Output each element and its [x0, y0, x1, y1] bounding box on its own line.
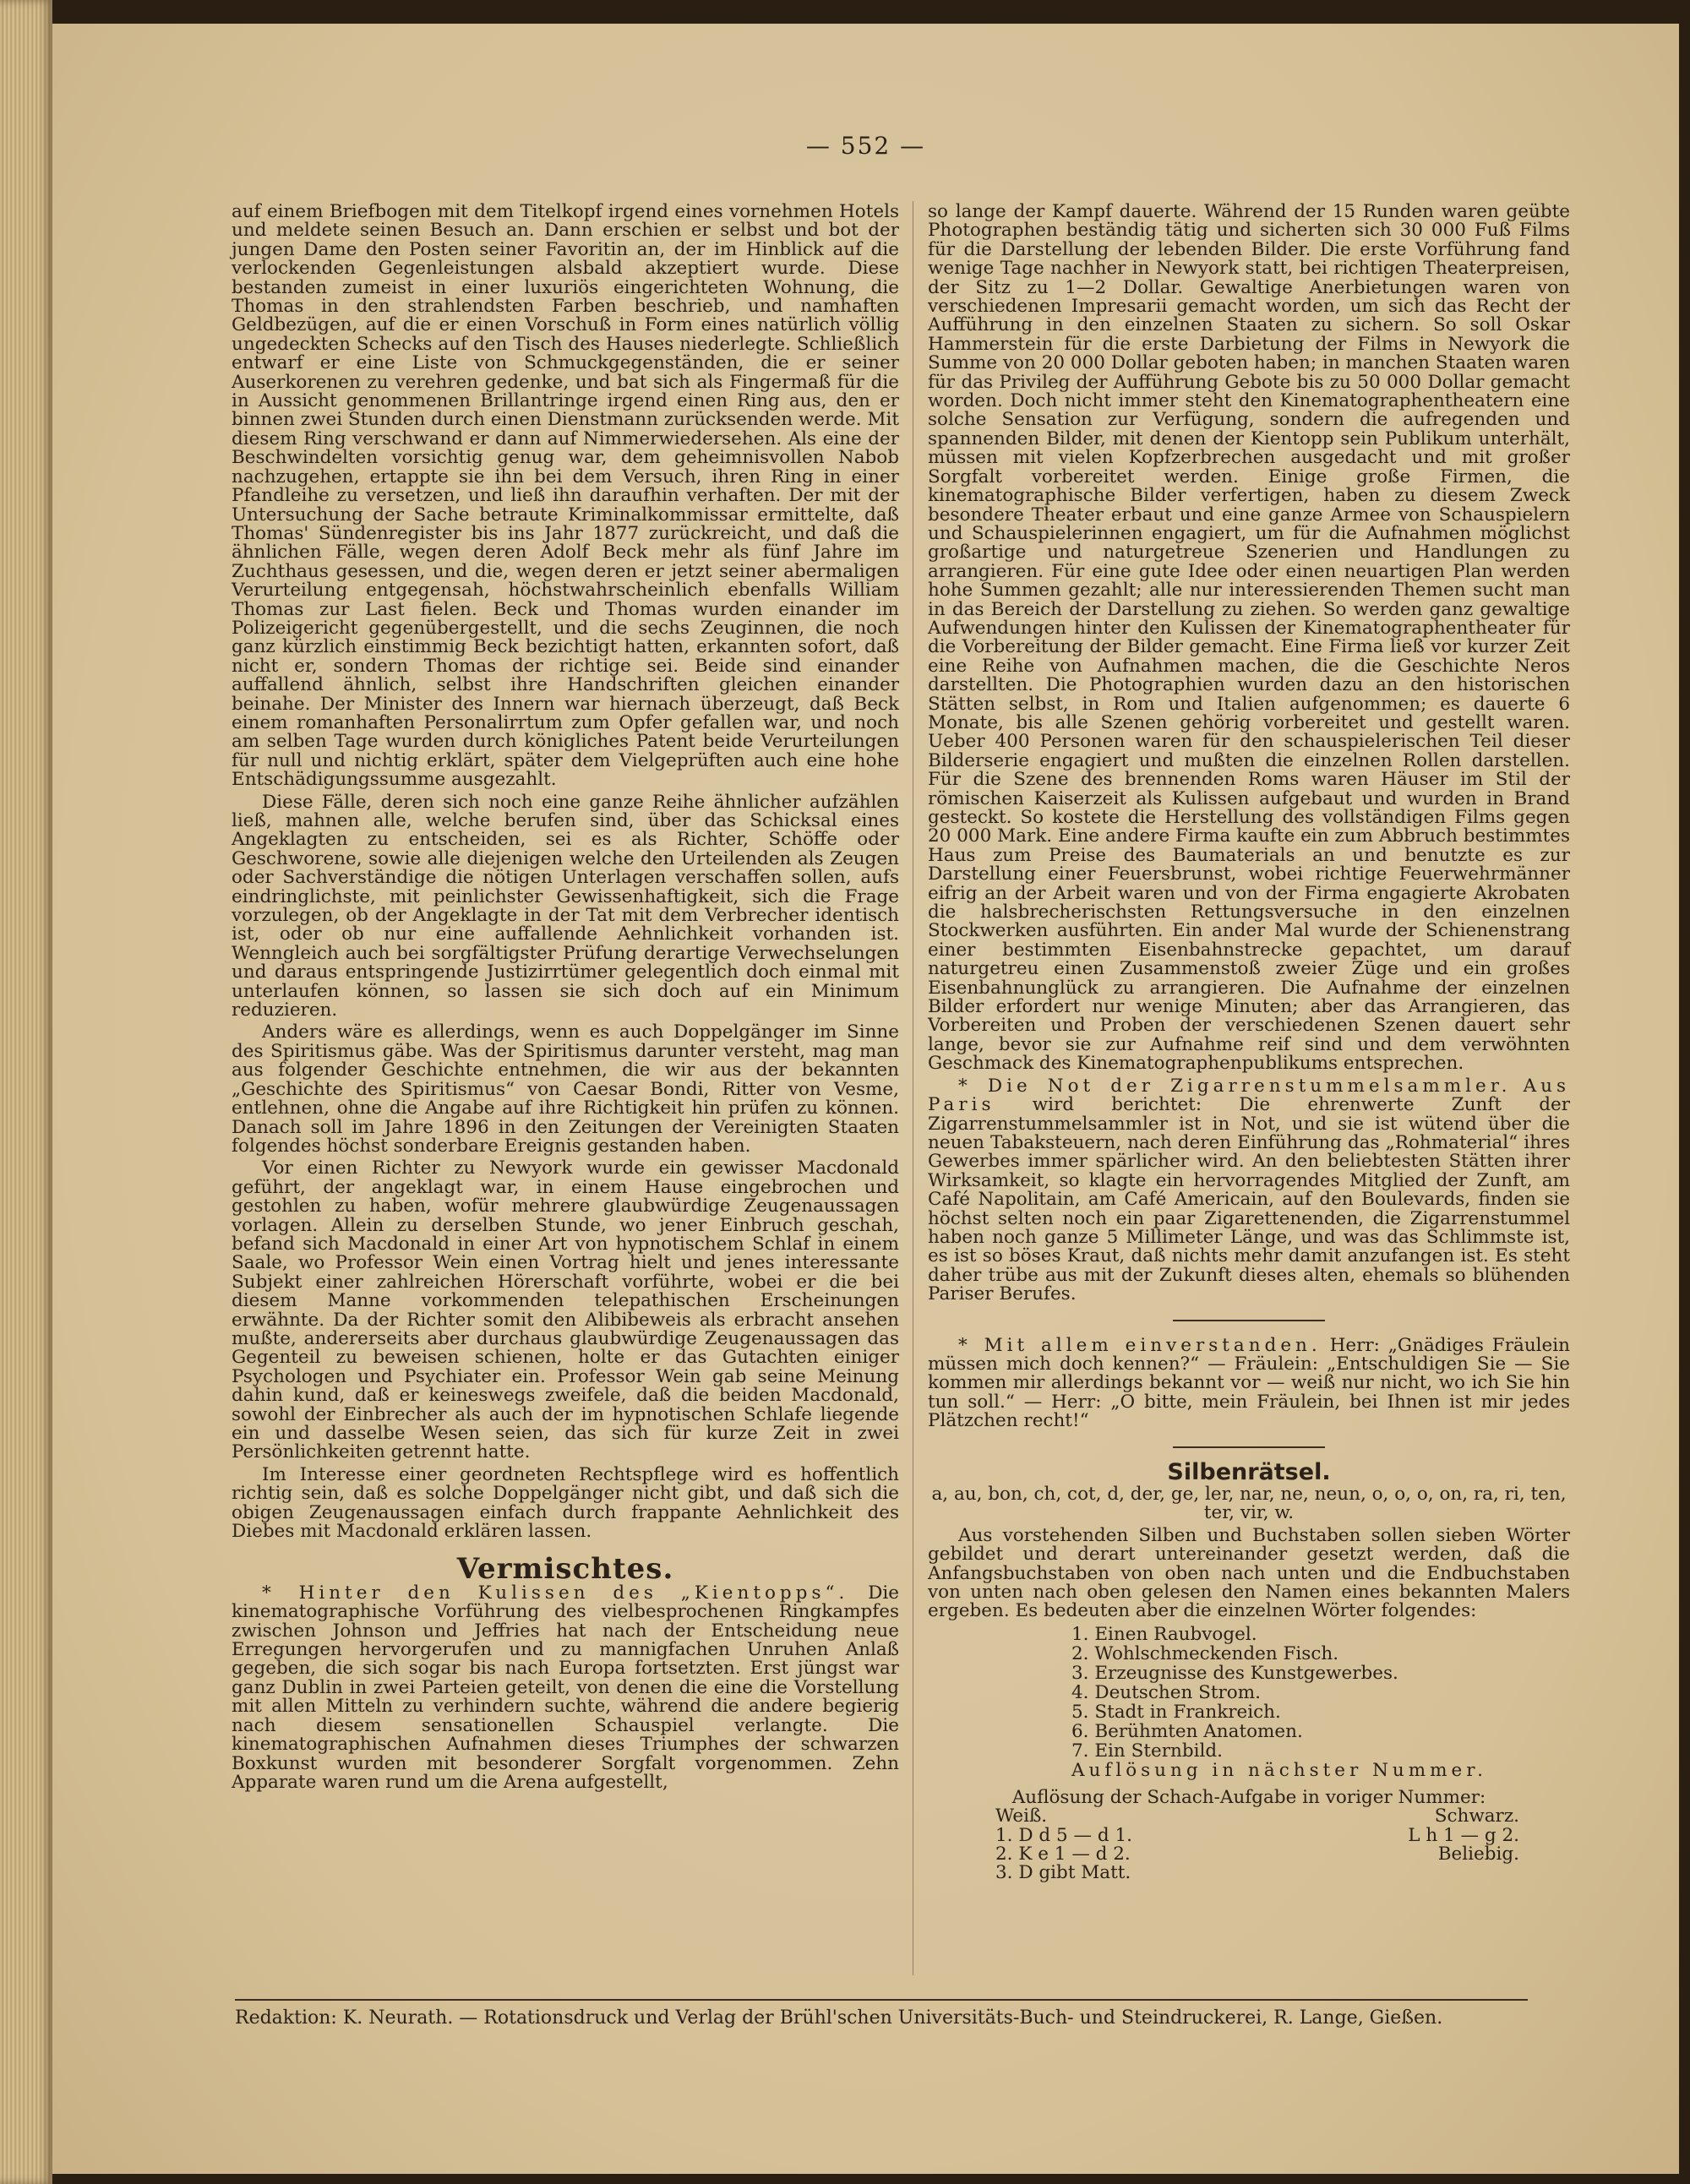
chess-final	[928, 1864, 1570, 1882]
chess-solution	[928, 1786, 1570, 1884]
paragraph: Im Interesse einer geordneten Rechtspflege wird es hoffentlich richtig sein, daß es solche Doppelgänger nicht gibt, und daß sich die obigen Zeugenaussagen einfach durch frappante Aehnlichkeit des Diebes mit Macdonald erklären lassen.	[232, 1463, 899, 1543]
article-lead: * Hinter den Kulissen des „Kientopps“.	[262, 1582, 849, 1604]
chess-title: Auflösung der Schach-Aufgabe in voriger Nummer:	[1011, 1786, 1486, 1808]
article-continuation: so lange der Kampf dauerte. Während der 15 Runden waren geübte Photographen beständig tätig und sicherten sich 30 000 Fuß Films für die Darstellung der lebenden Bilder. Die erste Vorführung fand wenige Tage nachher in Newyork statt, bei richtigen Theaterpreisen, der Sitz zu 1—2 Dollar. Gewaltige Anerbietungen waren von verschiedenen Impresarii gemacht worden, um sich das Recht der Aufführung in den einzelnen Staaten zu sichern. So soll Oskar Hammerstein für die erste Darbietung der Films in Newyork die Summe von 20 000 Dollar geboten haben; in manchen Staaten waren für das Privileg der Aufführung Gebote bis zu 50 000 Dollar gemacht worden. Doch nicht immer steht den Kinematographentheatern eine solche Sensation zur Verfügung, sondern die aufregenden und spannenden Bilder, mit denen der Kientopp sein Publikum unterhält, müssen mit vielen Kopfzerbrechen ausgedacht und mit großer Sorgfalt vorbereitet werden. Einige große Firmen, die kinematographische Bilder verfertigen, haben zu diesem Zweck besondere Theater erbaut und eine ganze Armee von Schauspielern und Schauspielerinnen engagiert, um für die Aufnahmen möglichst großartige und naturgetreue Szenerien und Handlungen zu arrangieren. Für eine gute Idee oder einen neuartigen Plan werden hohe Summen gezahlt; alle nur interessierenden Themen sucht man in das Bereich der Darstellung zu ziehen. So werden ganz gewaltige Aufwendungen hinter den Kulissen der Kinematographentheater für die Vorbereitung der Bilder gemacht. Eine Firma ließ vor kurzer Zeit eine Reihe von Aufnahmen machen, die die Geschichte Neros darstellten. Die Photographien wurden dazu an den historischen Stätten selbst, in Rom und Italien aufgenommen; es dauerte 6 Monate, bis alle Szenen gehörig vorbereitet und gestellt waren. Ueber 400 Personen waren für den schauspielerischen Teil dieser Bilderserie engagiert und mußten die einzelnen Rollen darstellen. Für die Szene des brennenden Roms waren Häuser im Stil der römischen Kaiserzeit als Kulissen aufgebaut und wurden in Brand gesteckt. So kostete die Herstellung des vollständigen Films gegen 20 000 Mark. Eine andere Firma kaufte ein zum Abbruch bestimmtes Haus zum Preise des Baumaterials an und benutzte es zur Darstellung einer Feuersbrunst, wobei richtige Feuerwehrmänner eifrig an der Arbeit waren und von der Firma engagierte Akrobaten die halsbrecherischsten Rettungsversuche in den einzelnen Stockwerken ausführten. Ein ander Mal wurde der Schienenstrang einer bestimmten Eisenbahnstrecke gepachtet, um darauf naturgetreu einen Zusammenstoß zweier Züge und ein großes Eisenbahnunglück zu arrangieren. Die Aufnahme der einzelnen Bilder erfordert nur wenige Minuten; aber das Arrangieren, das Vorbereiten und Proben der verschiedenen Szenen dauert sehr lange, bevor sie zur Aufnahme reif sind und dem verwöhnten Geschmack des Kinematographenpublikums entsprechen.	[928, 201, 1570, 1075]
article-body: wird berichtet: Die ehrenwerte Zunft der Zigarrenstummelsammler ist in Not, und sie ist wütend über die neuen Tabaksteuern, nach deren Einführung das „Rohmaterial“ ihres Gewerbes immer spärlicher wird. An den beliebtesten Stätten ihrer Wirksamkeit, so klagte ein hervorragendes Mitglied der Zunft, am Café Napolitain, am Café Americain, auf den Boulevards, finden sie höchst selten noch ein paar Zigarettenenden, die Zigarrenstummel haben noch ganze 5 Millimeter Länge, und was das Schlimmste ist, es ist so böses Kraut, daß nichts mehr damit anzufangen ist. Es steht daher trübe aus mit der Zukunft dieses alten, ehemals so blühenden Pariser Berufes.	[928, 1094, 1570, 1305]
riddle-item: 2. Wohlschmeckenden Fisch.	[1071, 1642, 1339, 1664]
chess-move	[928, 1845, 1570, 1864]
chess-white-move: 1. D d 5 — d 1.	[995, 1824, 1132, 1846]
riddle-item: 1. Einen Raubvogel.	[1071, 1623, 1257, 1645]
chess-black-move: Beliebig.	[1437, 1844, 1519, 1865]
riddle-item: 5. Stadt in Frankreich.	[1071, 1701, 1281, 1723]
paragraph: Vor einen Richter zu Newyork wurde ein gewisser Macdonald geführt, der angeklagt war, in einem Hause eingebrochen und gestohlen zu haben, wofür mehrere glaubwürdige Zeugenaussagen vorlagen. Allein zu derselben Stunde, wo jener Einbruch geschah, befand sich Macdonald in einer Art von hypnotischem Schlaf in einem Saale, wo Professor Wein einen Vortrag hielt und jenes interessante Subjekt einer zahlreichen Hörerschaft vorführte, wobei er die bei diesem Manne vorkommenden telepathischen Erscheinungen erwähnte. Da der Richter somit den Alibibeweis als erbracht ansehen mußte, andererseits aber durchaus glaubwürdige Zeugenaussagen das Gegenteil zu beweisen schienen, holte er das Gutachten einiger Psychologen und Psychiater ein. Professor Wein gab seine Meinung dahin kund, daß er keineswegs zweifele, daß die beiden Macdonald, sowohl der Einbrecher als auch der im hypnotischen Schlafe liegende ein und dasselbe Wesen seien, das sich für kurze Zeit in zwei Persönlichkeiten getrennt hatte.	[232, 1157, 899, 1463]
riddle-syllables: a, au, bon, ch, cot, d, der, ge, ler, nar, ne, neun, o, o, o, on, ra, ri, ten, ter, vir, w.	[931, 1484, 1567, 1524]
riddle-item: 3. Erzeugnisse des Kunstgewerbes.	[1071, 1662, 1398, 1684]
article-lead: * Die Not der Zigarrenstummelsammler.	[958, 1075, 1512, 1097]
article-body: Herr: „Gnädiges Fräulein müssen mich doch kennen?“ — Fräulein: „Entschuldigen Sie — Sie kommen mir allerdings bekannt vor — weiß nur nicht, wo ich Sie hin tun soll.“ — Herr: „O bitte, mein Fräulein, bei Ihnen ist mir jedes Plätzchen recht!“	[928, 1334, 1570, 1432]
paragraph: auf einem Briefbogen mit dem Titelkopf irgend eines vornehmen Hotels und meldete seinen Besuch an. Dann erschien er selbst und bot der jungen Dame den Posten seiner Favoritin an, der im Hinblick auf die verlockenden Gegenleistungen alsbald akzeptiert wurde. Diese bestanden zumeist in einer luxuriös eingerichteten Wohnung, die Thomas in den strahlendsten Farben beschrieb, und namhaften Geldbezügen, auf die er einen Vorschuß in Form eines natürlich völlig ungedeckten Schecks auf den Tisch des Hauses niederlegte. Schließlich entwarf er eine Liste von Schmuckgegenständen, die er seiner Auserkorenen zu verehren gedenke, und bat sich als Fingermaß für die in Aussicht genommenen Brillantringe irgend einen Ring aus, den er binnen zwei Stunden durch einen Dienstmann zurücksenden werde. Mit diesem Ring verschwand er dann auf Nimmerwiedersehen. Als eine der Beschwindelten vorsichtig genug war, dem geheimnisvollen Nabob nachzugehen, ertappte sie ihn bei dem Versuch, ihren Ring in einer Pfandleihe zu versetzen, und ließ ihn daraufhin verhaften. Der mit der Untersuchung der Sache betraute Kriminalkommissar ermittelte, daß Thomas' Sündenregister bis ins Jahr 1877 zurückreicht, und daß die ähnlichen Fälle, wegen deren Adolf Beck mehr als fünf Jahre im Zuchthaus gesessen, und die, wegen deren er jetzt seiner abermaligen Verurteilung entgegensah, höchstwahrscheinlich ebenfalls William Thomas zur Last fielen. Beck und Thomas wurden einander im Polizeigericht gegenübergestellt, und die sechs Zeuginnen, die noch ganz kürzlich einstimmig Beck bezichtigt hatten, erkannten sofort, daß nicht er, sondern Thomas der richtige sei. Beide sind einander auffallend ähnlich, selbst ihre Handschriften gleichen einander beinahe. Der Minister des Innern war hiernach überzeugt, daß Beck einem romanhaften Personalirrtum zum Opfer gefallen war, und noch am selben Tage wurden durch königliches Patent beide Verurteilungen für null und nichtig erklärt, später dem Vielgeprüften auch eine hohe Entschädigungssumme ausgezahlt.	[232, 201, 899, 791]
section-rule	[1173, 1446, 1325, 1448]
chess-final-move: 3. D gibt Matt.	[995, 1862, 1131, 1884]
chess-header	[928, 1807, 1570, 1826]
article-lead: * Mit allem einverstanden.	[958, 1334, 1322, 1356]
article-body: Die kinematographische Vorführung des vielbesprochenen Ringkampfes zwischen Johnson und Jeffries hat nach der Entscheidung neue Erregungen hervorgerufen und zu mannigfachen Unruhen Anlaß gegeben, die sich sogar bis nach Europa fortsetzten. Erst jüngst war ganz Dublin in zwei Parteien geteilt, von denen die eine die Vorstellung mit allen Mitteln zu verhindern suchte, während die andere begierig nach diesem sensationellen Schauspiel verlangte. Die kinematographischen Aufnahmen dieses Triumphes der schwarzen Boxkunst wurden mit besonderer Sorgfalt vorgenommen. Zehn Apparate waren rund um die Arena aufgestellt,	[232, 1582, 899, 1793]
page	[52, 24, 1679, 2174]
left-column	[232, 203, 899, 1795]
article-einverstanden	[928, 1334, 1570, 1432]
right-column	[928, 203, 1570, 1883]
book-edge	[0, 0, 52, 2184]
chess-black-move: L h 1 — g 2.	[1408, 1824, 1519, 1846]
chess-move	[928, 1824, 1570, 1846]
paragraph: Diese Fälle, deren sich noch eine ganze Reihe ähnlicher aufzählen ließ, mahnen alle, welche berufen sind, über das Schicksal eines Angeklagten zu entscheiden, sei es als Richter, Schöffe oder Geschworene, sowie alle diejenigen welche den Urteilenden als Zeugen oder Sachverständige die nötigen Unterlagen verschaffen sollen, aufs eindringlichste, mit peinlichster Gewissenhaftigkeit, sich die Frage vorzulegen, ob der Angeklagte in der Tat mit dem Verbrecher identisch ist, oder ob nur eine auffallende Aehnlichkeit vorhanden ist. Wenngleich auch bei sorgfältigster Prüfung derartige Verwechselungen und daraus entspringende Justizirrtümer gelegentlich doch einmal mit unterlaufen können, so lassen sie sich doch auf ein Minimum reduzieren.	[232, 791, 899, 1021]
article-place: Aus Paris	[928, 1075, 1570, 1116]
riddle-title: Silbenrätsel.	[1167, 1458, 1331, 1485]
riddle-solution-note: Auflösung in nächster Nummer.	[1071, 1759, 1488, 1781]
chess-black-label: Schwarz.	[1434, 1805, 1519, 1827]
riddle-item: 7. Ein Sternbild.	[1071, 1740, 1223, 1762]
section-rule	[1173, 1320, 1325, 1321]
article-kientopp	[232, 1584, 899, 1792]
paragraph: Anders wäre es allerdings, wenn es auch Doppelgänger im Sinne des Spiritismus gäbe. Was der Spiritismus darunter versteht, mag man aus folgender Geschichte entnehmen, die wir aus der bekannten „Geschichte des Spiritismus“ von Caesar Bondi, Ritter von Vesme, entlehnen, ohne die Angabe auf ihre Richtigkeit hin prüfen zu können. Danach soll im Jahre 1896 in den Zeitungen der Vereinigten Staaten folgendes höchst sonderbare Ereignis gestanden haben.	[232, 1021, 899, 1157]
chess-white-label: Weiß.	[995, 1805, 1048, 1827]
riddle-item: 6. Berühmten Anatomen.	[1071, 1720, 1303, 1742]
chess-white-move: 2. K e 1 — d 2.	[995, 1844, 1131, 1865]
section-title: Vermischtes.	[456, 1552, 674, 1587]
imprint-footer: Redaktion: K. Neurath. — Rotationsdruck und Verlag der Brühl'schen Universitäts-Buch- und Steindruckerei, R. Lange, Gießen.	[235, 2007, 1443, 2029]
article-stummelsammler	[928, 1077, 1570, 1304]
page-number: — 552 —	[805, 132, 926, 160]
riddle-item: 4. Deutschen Strom.	[1071, 1681, 1261, 1703]
riddle-instructions: Aus vorstehenden Silben und Buchstaben sollen sieben Wörter gebildet und derart untereinander gesetzt werden, daß die Anfangsbuchstaben von oben nach unten und die Endbuchstaben von unten nach oben gelesen den Namen eines bekannten Malers ergeben. Es bedeuten aber die einzelnen Wörter folgendes:	[928, 1524, 1570, 1622]
riddle-list	[1071, 1625, 1570, 1780]
footer-rule	[235, 1999, 1528, 2001]
